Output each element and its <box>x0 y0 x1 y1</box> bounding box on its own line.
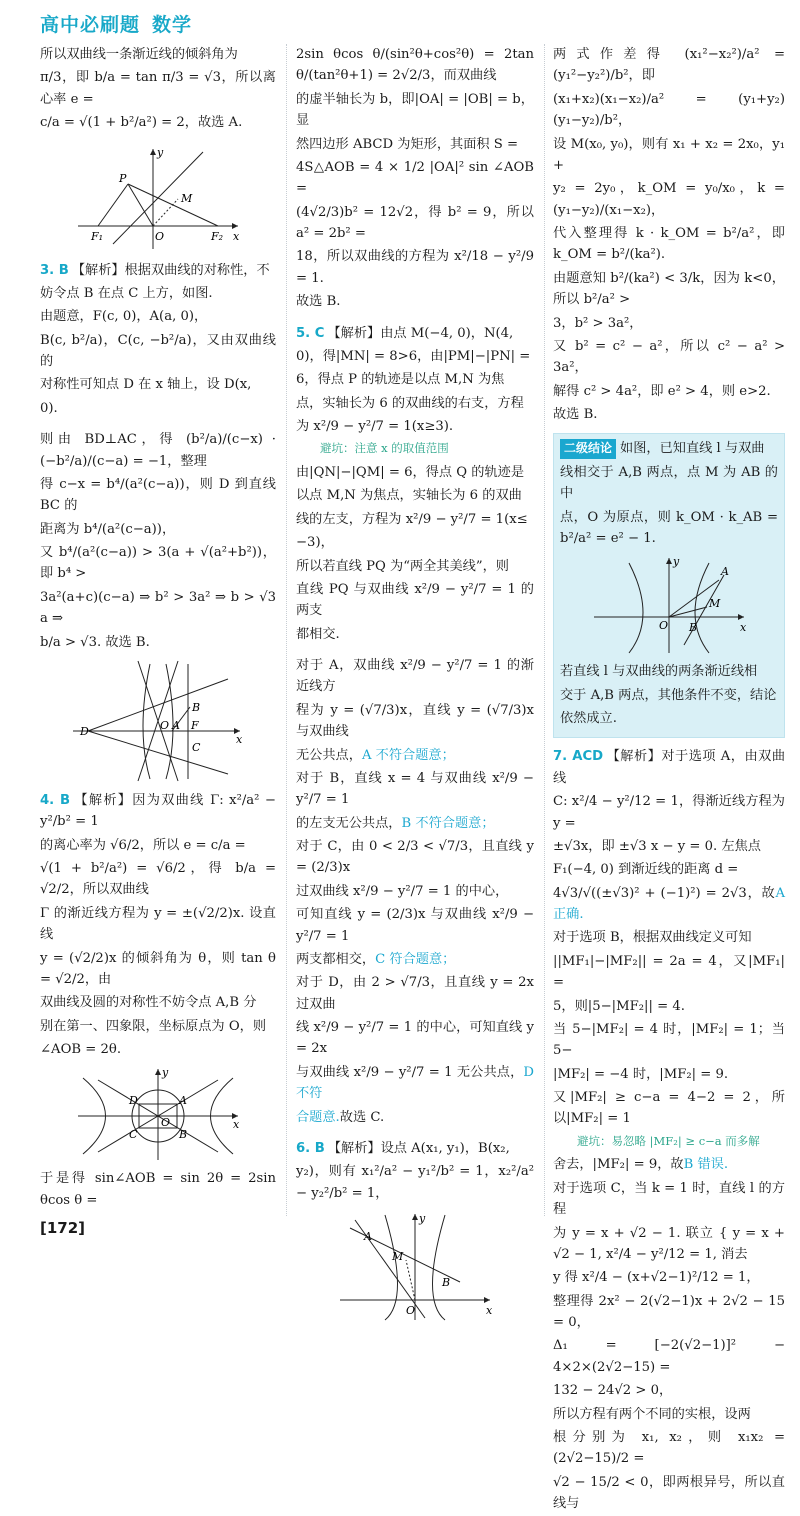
text-line: 设 M(x₀, y₀)，则有 x₁ + x₂ = 2x₀，y₁ + <box>553 136 785 173</box>
point-label-f1: F₁ <box>91 229 104 243</box>
point-label-a: A <box>721 565 729 579</box>
point-label-d: D <box>80 724 89 738</box>
text-line: 0). <box>40 400 58 416</box>
figure-bd-perpendicular <box>68 659 248 784</box>
text-line: 妨令点 B 在点 C 上方，如图. <box>40 285 213 301</box>
text-line: 与双曲线 x²/9 − y²/7 = 1 无公共点，D 不符 <box>296 1064 534 1102</box>
text-line: b/a > √3. 故选 B. <box>40 634 150 650</box>
axis-label-y: y <box>419 1212 426 1225</box>
text-line: 都相交. <box>296 626 340 642</box>
subject-title: 数学 <box>152 14 193 36</box>
question-6-line: 6. B 【解析】设点 A(x₁, y₁)，B(x₂, <box>296 1140 510 1156</box>
text-line: y 得 x²/4 − (x+√2−1)²/12 = 1， <box>553 1270 760 1286</box>
verdict-d: D 不符 <box>296 1064 534 1102</box>
question-5-line: 5. C 【解析】由点 M(−4, 0)，N(4, <box>296 325 514 341</box>
text-line: ∠AOB = 2θ. <box>40 1042 122 1057</box>
text-line: |MF₂| = −4 时，|MF₂| = 9. <box>553 1066 729 1082</box>
text-line: 对于 A，双曲线 x²/9 − y²/7 = 1 的渐近线方 <box>296 658 534 695</box>
text-line: 的虚半轴长为 b，即|OA| = |OB| = b，显 <box>296 91 534 129</box>
text-line: 由题意知 b²/(ka²) < 3/k，因为 k<0，所以 b²/a² > <box>553 270 785 308</box>
column-divider <box>544 44 545 1216</box>
text-line: 3a²(a+c)(c−a) ⇒ b² > 3a² ⇒ b > √3 a ⇒ <box>40 589 276 627</box>
pitfall-tip: 避坑：易忽略 |MF₂| ≥ c−a 而多解 <box>577 1133 760 1148</box>
text-line: 又 b⁴/(a²(c−a)) > 3(a + √(a²+b²))，即 b⁴ > <box>40 545 276 582</box>
text-line: 所以双曲线一条渐近线的倾斜角为 <box>40 47 238 62</box>
axis-label-x: x <box>486 1304 493 1317</box>
text-line: 直线 PQ 与双曲线 x²/9 − y²/7 = 1 的两支 <box>296 581 534 619</box>
question-3-line: 3. B 【解析】根据双曲线的对称性，不 <box>40 262 270 278</box>
point-label-a: A <box>172 718 180 732</box>
text-line: Δ₁ = [−2(√2−1)]² − 4×2×(2√2−15) = <box>553 1338 785 1375</box>
text-line: 根分别为 x₁, x₂，则 x₁x₂ = (2√2−15)/2 = <box>553 1429 785 1467</box>
text-line: 舍去，|MF₂| = 9，故B 错误. <box>553 1157 729 1173</box>
text-line: 于是得 sin∠AOB = sin 2θ = 2sin θcos θ = <box>40 1171 276 1208</box>
point-label-a: A <box>364 1230 372 1243</box>
text-line: 对于 D，由 2 > √7/3，且直线 y = 2x 过双曲 <box>296 975 534 1012</box>
question-4-label: 4. B <box>40 792 71 808</box>
text-line: 二级结论 如图，已知直线 l 与双曲 <box>560 438 778 459</box>
text-line: 依然成立. <box>560 711 617 726</box>
text-line: 得 c−x = b⁴/(a²(c−a))，则 D 到直线 BC 的 <box>40 476 276 514</box>
point-label-o: O <box>406 1304 416 1317</box>
verdict-b: B 不符合题意； <box>401 815 495 831</box>
point-label-o: O <box>161 1116 171 1130</box>
point-label-a: A <box>179 1094 187 1108</box>
text-line: 交于 A,B 两点，其他条件不变，结论 <box>560 687 777 703</box>
point-label-f2: F₂ <box>211 229 224 243</box>
conclusion-tag: 二级结论 <box>560 439 616 458</box>
text-line: 线的左支，方程为 x²/9 − y²/7 = 1(x≤ <box>296 511 528 527</box>
point-label-m: M <box>709 597 721 611</box>
text-line: 5，则|5−|MF₂|| = 4. <box>553 998 685 1014</box>
axis-label-x: x <box>236 732 243 746</box>
point-label-m: M <box>392 1250 404 1263</box>
point-label-o: O <box>160 718 170 732</box>
question-5-label: 5. C <box>296 325 325 341</box>
axis-label-x: x <box>740 621 747 635</box>
point-label-m: M <box>181 191 193 205</box>
text-line: (4√2/3)b² = 12√2，得 b² = 9，所以 a² = 2b² = <box>296 204 534 241</box>
point-label-c: C <box>192 740 201 754</box>
text-line: 点，O 为原点，则 k_OM · k_AB = b²/a² = e² − 1. <box>560 509 778 546</box>
point-label-d: D <box>129 1094 138 1108</box>
text-line: 3，b² > 3a²， <box>553 315 643 331</box>
point-label-o: O <box>155 229 165 243</box>
text-line: F₁(−4, 0) 到渐近线的距离 d = <box>553 862 739 878</box>
text-line: 由|QN|−|QM| = 6，得点 Q 的轨迹是 <box>296 465 525 480</box>
text-line: 0)，得|MN| = 8>6，由|PM|−|PN| = <box>296 348 531 364</box>
text-line: 解得 c² > 4a²，即 e² > 4，则 e>2. <box>553 383 771 399</box>
text-line: B(c, b²/a)，C(c, −b²/a)，又由双曲线的 <box>40 332 276 369</box>
text-line: 4√3/√((±√3)² + (−1)²) = 2√3，故A 正确. <box>553 885 785 922</box>
text-line: y₂ = 2y₀，k_OM = y₀/x₀，k = (y₁−y₂)/(x₁−x₂)， <box>553 181 785 218</box>
point-label-b: B <box>179 1128 188 1142</box>
page-number: [172] <box>40 1219 86 1237</box>
question-6-label: 6. B <box>296 1140 325 1156</box>
text-line: 可知直线 y = (2/3)x 与双曲线 x²/9 − y²/7 = 1 <box>296 907 534 944</box>
axis-label-y: y <box>157 145 164 159</box>
book-title: 高中必刷题 <box>40 14 141 36</box>
text-line: 然四边形 ABCD 为矩形，其面积 S = <box>296 136 519 152</box>
question-7-label: 7. ACD <box>553 749 604 765</box>
text-line: 132 − 24√2 > 0， <box>553 1383 673 1399</box>
text-line: 故选 B. <box>553 407 598 422</box>
text-line: 对于选项 B，根据双曲线定义可知 <box>553 930 752 946</box>
point-label-c: C <box>129 1128 138 1142</box>
text-line: 为 y = x + √2 − 1. 联立 { y = x + √2 − 1, x²/4 − y²/12 = 1, 消去 <box>553 1225 785 1262</box>
verdict-c: C 符合题意； <box>375 951 456 967</box>
text-line: C: x²/4 − y²/12 = 1，得渐近线方程为 y = <box>553 794 785 831</box>
text-line: 合题意.故选 C. <box>296 1109 385 1125</box>
figure-circle-hyperbola <box>73 1066 243 1162</box>
text-line: y = (√2/2)x 的倾斜角为 θ，则 tan θ = √2/2，由 <box>40 950 276 987</box>
figure-midpoint-chord <box>330 1210 500 1322</box>
text-line: 当 5−|MF₂| = 4 时，|MF₂| = 1；当 5− <box>553 1021 785 1059</box>
text-line: Γ 的渐近线方程为 y = ±(√2/2)x. 设直线 <box>40 905 276 943</box>
text-line: 2sin θcos θ/(sin²θ+cos²θ) = 2tan θ/(tan²θ+1) = 2√2/3，而双曲线 <box>296 47 534 84</box>
text-line: 的离心率为 √6/2，所以 e = c/a = <box>40 837 246 853</box>
verdict-b: B 错误. <box>683 1157 729 1173</box>
text-line: 的左支无公共点，B 不符合题意； <box>296 815 495 831</box>
verdict-a: A 不符合题意； <box>361 747 455 763</box>
text-line: 距离为 b⁴/(a²(c−a))， <box>40 521 176 537</box>
pitfall-tip: 避坑：注意 x 的取值范围 <box>320 441 449 456</box>
point-label-b: B <box>442 1276 451 1289</box>
text-line: 又 b² = c² − a²，所以 c² − a² > 3a²， <box>553 338 785 376</box>
point-label-o: O <box>659 619 669 633</box>
text-line: 程为 y = (√7/3)x，直线 y = (√7/3)x 与双曲线 <box>296 702 534 740</box>
point-label-b: B <box>192 700 201 714</box>
point-label-f: F <box>191 718 199 732</box>
text-line: 过双曲线 x²/9 − y²/7 = 1 的中心， <box>296 883 509 899</box>
axis-label-x: x <box>233 1118 240 1132</box>
text-line: √(1 + b²/a²) = √6/2，得 b/a = √2/2，所以双曲线 <box>40 861 276 898</box>
text-line: 对于 C，由 0 < 2/3 < √7/3，且直线 y = (2/3)x <box>296 839 534 876</box>
point-label-b: B <box>689 621 698 635</box>
text-line: ||MF₁|−|MF₂|| = 2a = 4，又|MF₁| = <box>553 953 785 991</box>
axis-label-x: x <box>233 229 240 243</box>
text-line: √2 − 15/2 < 0，即两根异号，所以直线与 <box>553 1474 785 1511</box>
text-line: 由题意，F(c, 0)，A(a, 0)， <box>40 309 208 325</box>
text-line: 对称性可知点 D 在 x 轴上，设 D(x, <box>40 377 252 393</box>
text-line: 对于 B，直线 x = 4 与双曲线 x²/9 − y²/7 = 1 <box>296 770 534 808</box>
text-line: 双曲线及圆的对称性不妨令点 A,B 分 <box>40 995 257 1011</box>
text-line: 4S△AOB = 4 × 1/2 |OA|² sin ∠AOB = <box>296 159 534 197</box>
text-line: 故选 B. <box>296 294 341 310</box>
text-line: 18，所以双曲线的方程为 x²/18 − y²/9 = 1. <box>296 249 534 286</box>
axis-label-y: y <box>673 555 680 569</box>
text-line: 点，实轴长为 6 的双曲线的右支，方程 <box>296 395 524 411</box>
text-line: y₂)，则有 x₁²/a² − y₁²/b² = 1，x₂²/a² − y₂²/b² = 1， <box>296 1164 534 1201</box>
text-line: 无公共点，A 不符合题意； <box>296 747 455 763</box>
text-line: 6，得点 P 的轨迹是以点 M,N 为焦 <box>296 372 505 388</box>
text-line: 两式作差得 (x₁²−x₂²)/a² = (y₁²−y₂²)/b²，即 <box>553 47 785 84</box>
text-line: 所以方程有两个不同的实根，设两 <box>553 1406 751 1422</box>
text-line: c/a = √(1 + b²/a²) = 2，故选 A. <box>40 115 243 131</box>
text-line: (x₁+x₂)(x₁−x₂)/a² = (y₁+y₂)(y₁−y₂)/b²， <box>553 91 785 129</box>
text-line: 以点 M,N 为焦点，实轴长为 6 的双曲 <box>296 488 522 504</box>
text-line: 为 x²/9 − y²/7 = 1(x≥3). <box>296 419 454 434</box>
text-line: −3)， <box>296 535 334 551</box>
column-3 <box>553 44 785 1516</box>
question-4-line: 4. B 【解析】因为双曲线 Γ: x²/a² − y²/b² = 1 <box>40 792 276 830</box>
column-divider <box>286 44 287 1216</box>
figure-conclusion-hyperbola <box>589 555 749 655</box>
text-line: 则由 BD⊥AC，得 (b²/a)/(c−x) · (−b²/a)/(c−a) = −1，整理 <box>40 432 276 469</box>
column-2 <box>296 44 534 1328</box>
page-header <box>40 10 192 41</box>
verdict-a: A 正确. <box>553 885 785 922</box>
text-line: ±√3x，即 ±√3 x − y = 0. 左焦点 <box>553 838 761 854</box>
text-line: 线相交于 A,B 两点，点 M 为 AB 的中 <box>560 464 778 502</box>
text-line: 对于选项 C，当 k = 1 时，直线 l 的方程 <box>553 1180 785 1218</box>
text-line: 两支都相交，C 符合题意； <box>296 951 456 967</box>
column-1 <box>40 44 276 1213</box>
axis-label-y: y <box>162 1066 169 1080</box>
text-line: 线 x²/9 − y²/7 = 1 的中心，可知直线 y = 2x <box>296 1020 534 1057</box>
conclusion-box <box>553 433 785 738</box>
point-label-p: P <box>119 171 127 185</box>
figure-hyperbola-asymptote <box>73 144 243 254</box>
text-line: 又|MF₂| ≥ c−a = 4−2 = 2，所以|MF₂| = 1 <box>553 1090 785 1127</box>
text-line: 代入整理得 k · k_OM = b²/a²，即 k_OM = b²/(ka²). <box>553 226 785 263</box>
text-line: 别在第一、四象限，坐标原点为 O，则 <box>40 1018 267 1034</box>
text-line: 整理得 2x² − 2(√2−1)x + 2√2 − 15 = 0， <box>553 1293 785 1330</box>
question-7-line: 7. ACD 【解析】对于选项 A，由双曲线 <box>553 749 786 786</box>
text-line: 所以若直线 PQ 为“两全其美线”，则 <box>296 558 509 574</box>
text-line: π/3，即 b/a = tan π/3 = √3，所以离心率 e = <box>40 70 276 107</box>
text-line: 若直线 l 与双曲线的两条渐近线相 <box>560 664 758 680</box>
question-3-label: 3. B <box>40 262 69 278</box>
